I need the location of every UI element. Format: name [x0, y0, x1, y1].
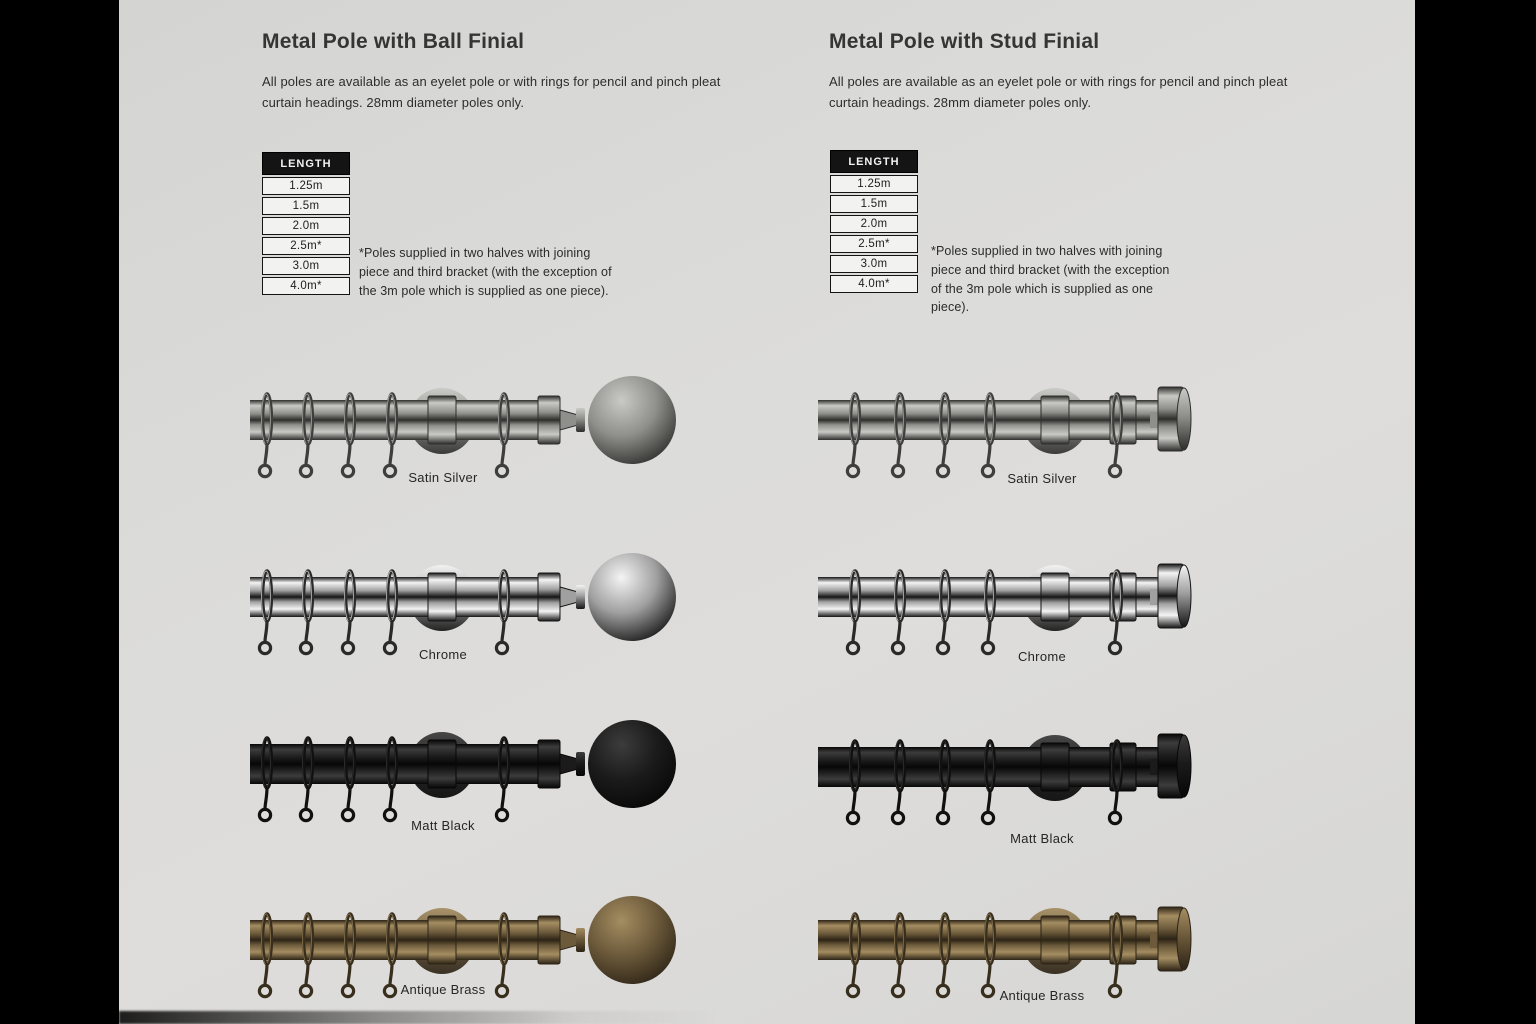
product-stud-antique-brass: [810, 886, 1260, 1008]
ball-finial-footnote: *Poles supplied in two halves with joining piece and third bracket (with the exception of the 3m pole which is supplied as one piece).: [359, 246, 612, 298]
length-row: 1.5m: [262, 197, 350, 215]
page-bottom-shadow: [119, 1011, 769, 1024]
product-stud-matt-black: [810, 713, 1260, 846]
product-label: Matt Black: [1010, 831, 1074, 846]
stud-length-table: [830, 148, 918, 295]
length-row: 2.5m*: [830, 235, 918, 253]
pole-image-stud-chrome: [810, 543, 1260, 658]
length-row: 1.25m: [262, 177, 350, 195]
length-row: 2.0m: [830, 215, 918, 233]
photo-left-border: [0, 0, 119, 1024]
stud-finial-description: All poles are available as an eyelet pole or with rings for pencil and pinch pleat curtain headings. 28mm diameter poles only.: [829, 74, 1288, 110]
length-row: 1.5m: [830, 195, 918, 213]
length-row: 4.0m*: [830, 275, 918, 293]
product-ball-chrome: [242, 543, 692, 665]
pole-image-ball-chrome: [242, 543, 692, 658]
product-label: Chrome: [418, 647, 468, 662]
pole-image-ball-matt-black: [242, 710, 692, 825]
pole-image-stud-satin-silver: [810, 366, 1260, 481]
product-label: Chrome: [1017, 649, 1067, 664]
ball-length-table: [262, 150, 350, 297]
product-ball-matt-black: [242, 710, 692, 832]
product-label: Antique Brass: [999, 988, 1085, 1003]
product-stud-satin-silver: [810, 366, 1260, 488]
catalog-page: [119, 0, 1416, 1024]
ball-finial-description: All poles are available as an eyelet pole or with rings for pencil and pinch pleat curtain headings. 28mm diameter poles only.: [262, 74, 721, 110]
length-row: 2.0m: [262, 217, 350, 235]
product-label: Matt Black: [411, 818, 475, 833]
pole-image-ball-satin-silver: [242, 366, 692, 481]
length-table-header: LENGTH: [262, 152, 350, 175]
photo-right-border: [1415, 0, 1536, 1024]
length-row: 3.0m: [830, 255, 918, 273]
product-label: Satin Silver: [408, 470, 478, 485]
length-row: 2.5m*: [262, 237, 350, 255]
product-ball-antique-brass: [242, 886, 692, 1008]
product-label: Satin Silver: [1007, 471, 1077, 486]
product-label: Antique Brass: [400, 982, 486, 997]
pole-image-stud-matt-black: [810, 713, 1260, 828]
stud-finial-title: Metal Pole with Stud Finial: [829, 30, 1100, 53]
length-row: 4.0m*: [262, 277, 350, 295]
length-row: 1.25m: [830, 175, 918, 193]
length-table-header: LENGTH: [830, 150, 918, 173]
ball-finial-title: Metal Pole with Ball Finial: [262, 30, 525, 53]
length-row: 3.0m: [262, 257, 350, 275]
product-stud-chrome: [810, 543, 1260, 665]
stud-finial-footnote: *Poles supplied in two halves with joining piece and third bracket (with the exception of the 3m pole which is supplied as one piece).: [931, 244, 1170, 315]
pole-image-stud-antique-brass: [810, 886, 1260, 1001]
product-ball-satin-silver: [242, 366, 692, 488]
